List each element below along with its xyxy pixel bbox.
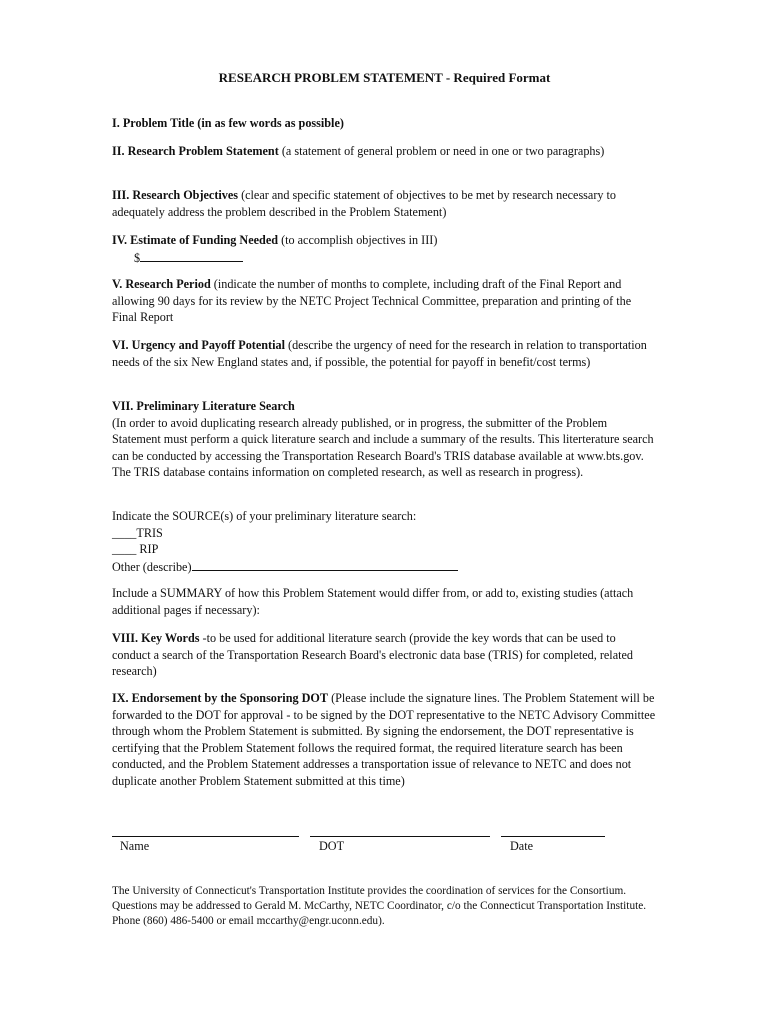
funding-amount-field[interactable] xyxy=(140,249,243,262)
dot-signature-line[interactable] xyxy=(310,836,490,837)
section-body: (Please include the signature lines. The Problem Statement will be forwarded to the DOT for approval - to be signed by the DOT representative to the NETC Advisory Committee through whom the Problem Statement is submitted. By signing the endorsement, the DOT representative is certifying that the Problem Statement follows the required format, the required literature search has been conducted, and the Problem Statement addresses a transportation issue of relevance to NETC and does not duplicate another Problem Statement submitted at this time) xyxy=(112,691,656,788)
section-heading: IV. Estimate of Funding Needed xyxy=(112,233,279,247)
name-signature-line[interactable] xyxy=(112,836,299,837)
section-heading: II. Research Problem Statement xyxy=(112,144,279,158)
source-prompt: Indicate the SOURCE(s) of your preliminary literature search: xyxy=(112,509,417,523)
section-heading: IX. Endorsement by the Sponsoring DOT xyxy=(112,691,329,705)
date-label: Date xyxy=(510,839,534,853)
section-urgency-payoff xyxy=(112,337,657,370)
dot-label: DOT xyxy=(319,839,345,853)
section-body: (In order to avoid duplicating research already published, or in progress, the submitter of the Problem Statement must perform a quick literature search and include a summary of the results. This literterature search can be conducted by accessing the Transportation Research Board's TRIS database available at www.bts.gov. The TRIS database contains information on completed research, as well as research in progress). xyxy=(112,415,654,479)
section-key-words xyxy=(112,630,657,680)
section-heading: V. Research Period xyxy=(112,277,211,291)
section-problem-title xyxy=(112,115,657,132)
section-body: (describe the urgency of need for the research in relation to transportation needs of the six New England states and, if possible, the potential for payoff in benefit/cost terms) xyxy=(112,338,647,369)
other-describe-field[interactable] xyxy=(192,558,458,571)
section-endorsement xyxy=(112,690,657,789)
section-body: (clear and specific statement of objectives to be met by research necessary to adequately address the problem described in the Problem Statement) xyxy=(112,188,617,219)
section-heading: VI. Urgency and Payoff Potential xyxy=(112,338,285,352)
section-body: (a statement of general problem or need in one or two paragraphs) xyxy=(278,144,605,158)
literature-source-block xyxy=(112,508,657,575)
source-option-other[interactable] xyxy=(112,558,657,576)
literature-summary-prompt: Include a SUMMARY of how this Problem Statement would differ from, or add to, existing studies (attach additional pages if necessary): xyxy=(112,586,634,617)
section-body: (to accomplish objectives in III) xyxy=(278,233,438,247)
name-label: Name xyxy=(120,839,150,853)
date-signature-line[interactable] xyxy=(501,836,605,837)
section-body: (indicate the number of months to complete, including draft of the Final Report and allowing 90 days for its review by the NETC Project Technical Committee, preparation and printing of the Final Report xyxy=(112,277,632,324)
section-research-problem-statement xyxy=(112,143,657,160)
section-literature-search xyxy=(112,398,657,481)
other-label: Other (describe) xyxy=(112,559,192,574)
section-heading: III. Research Objectives xyxy=(112,188,239,202)
signature-block xyxy=(112,822,657,862)
footer-note: The University of Connecticut's Transportation Institute provides the coordination of services for the Consortium. Questions may be addressed to Gerald M. McCarthy, NETC Coordinator, c/o the Connecticut Transportation Institute. Phone (860) 486-5400 or email mccarthy@engr.uconn.edu). xyxy=(112,885,647,927)
section-heading: I. Problem Title (in as few words as possible) xyxy=(112,116,344,130)
currency-symbol: $ xyxy=(134,250,141,265)
section-research-period xyxy=(112,276,657,326)
document-title: RESEARCH PROBLEM STATEMENT - Required Format xyxy=(218,70,551,85)
source-option-rip[interactable]: ____ RIP xyxy=(112,542,159,556)
section-heading: VII. Preliminary Literature Search xyxy=(112,399,295,413)
section-heading: VIII. Key Words xyxy=(112,631,200,645)
source-option-tris[interactable]: ____TRIS xyxy=(112,525,163,540)
section-funding-estimate xyxy=(112,232,657,266)
section-research-objectives xyxy=(112,187,657,220)
section-body: -to be used for additional literature search (provide the key words that can be used to conduct a search of the Transportation Research Board's electronic data base (TRIS) for completed, related research) xyxy=(112,631,633,678)
